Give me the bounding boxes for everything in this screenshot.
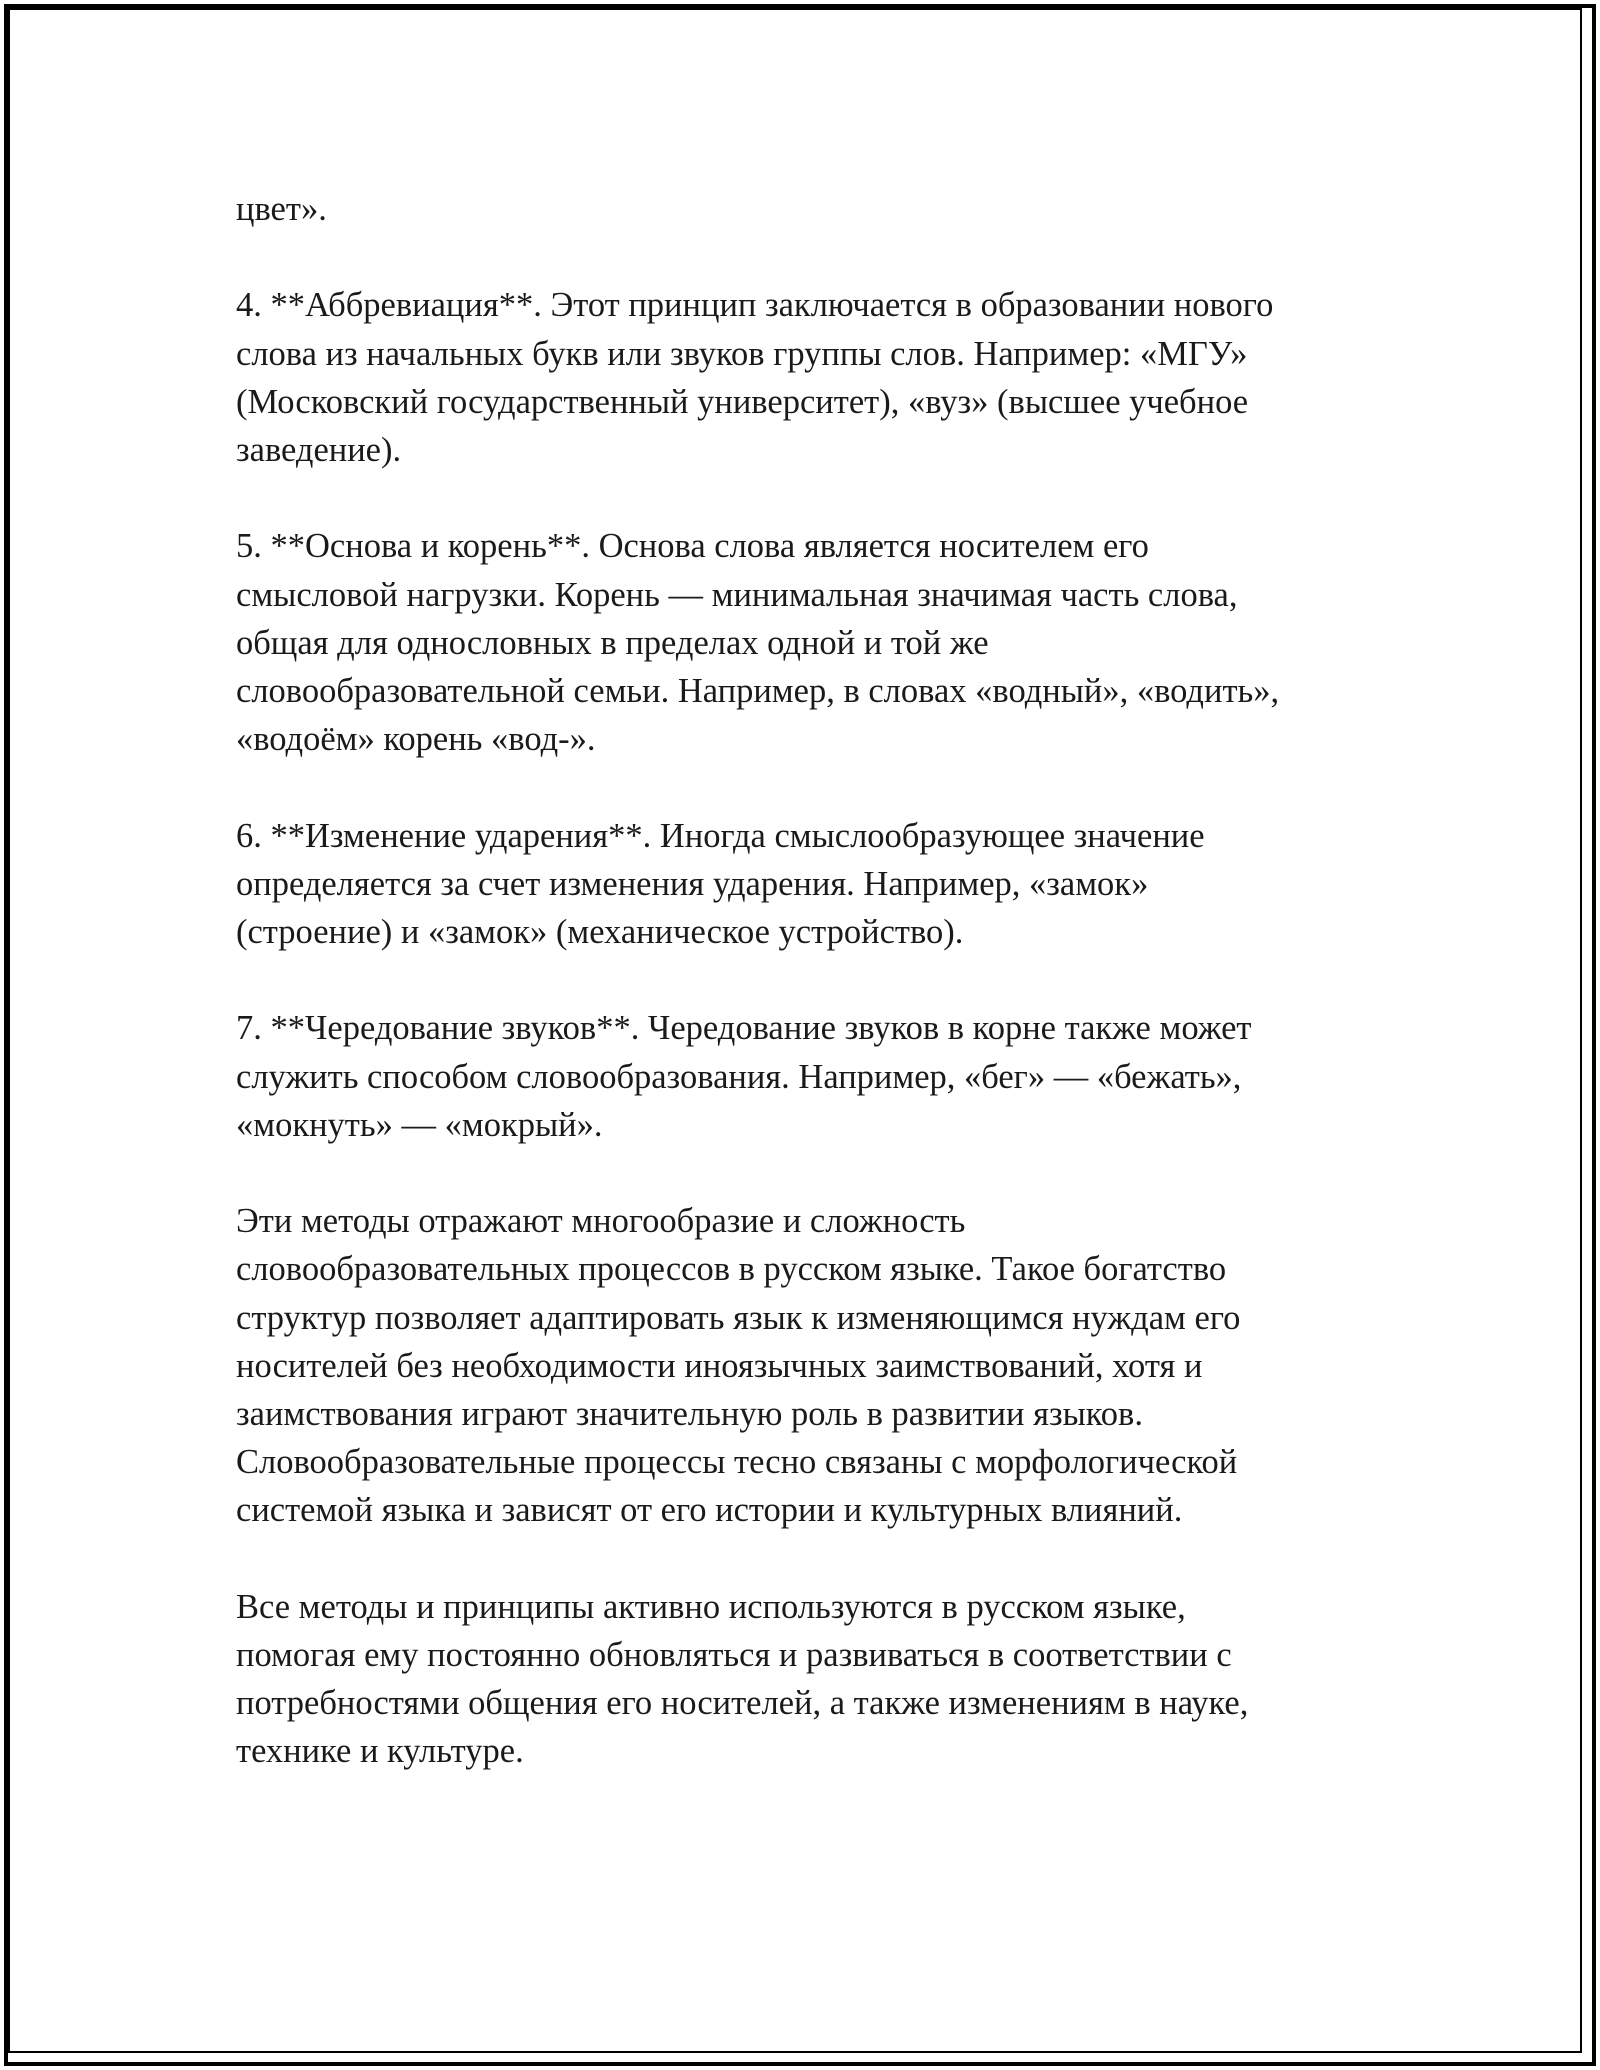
- paragraph-stem-and-root: 5. **Основа и корень**. Основа слова является носителем его смысловой нагрузки. Корень — минимальная значимая часть слова, общая для однословных в пределах одной и той же словообразовательной семьи. Например, в словах «водный», «водить», «водоём» корень «вод-».: [236, 527, 1280, 759]
- paragraph-sound-alternation: 7. **Чередование звуков**. Чередование звуков в корне также может служить способом словообразования. Например, «бег» — «бежать», «мокнуть» — «мокрый».: [236, 1009, 1252, 1144]
- paragraph-summary: Эти методы отражают многообразие и сложность словообразовательных процессов в русском языке. Такое богатство структур позволяет адаптировать язык к изменяющимся нуждам его носителей без необходимости иноязычных заимствований, хотя и заимствования играют значительную роль в развитии языков. Словообразовательные процессы тесно связаны с морфологической системой языка и зависят от его истории и культурных влияний.: [236, 1202, 1241, 1530]
- paragraph-stress-change: 6. **Изменение ударения**. Иногда смыслообразующее значение определяется за счет изменения ударения. Например, «замок» (строение) и «замок» (механическое устройство).: [236, 816, 1205, 951]
- paragraph-continuation: цвет».: [236, 190, 327, 228]
- paragraph-abbreviation: 4. **Аббревиация**. Этот принцип заключается в образовании нового слова из начальных букв или звуков группы слов. Например: «МГУ» (Московский государственный университет), «вуз» (высшее учебное заведение).: [236, 286, 1274, 469]
- paragraph-conclusion: Все методы и принципы активно используются в русском языке, помогая ему постоянно обновляться и развиваться в соответствии с потребностями общения его носителей, а также изменениям в науке, технике и культуре.: [236, 1587, 1249, 1771]
- document-body: [236, 185, 1366, 1776]
